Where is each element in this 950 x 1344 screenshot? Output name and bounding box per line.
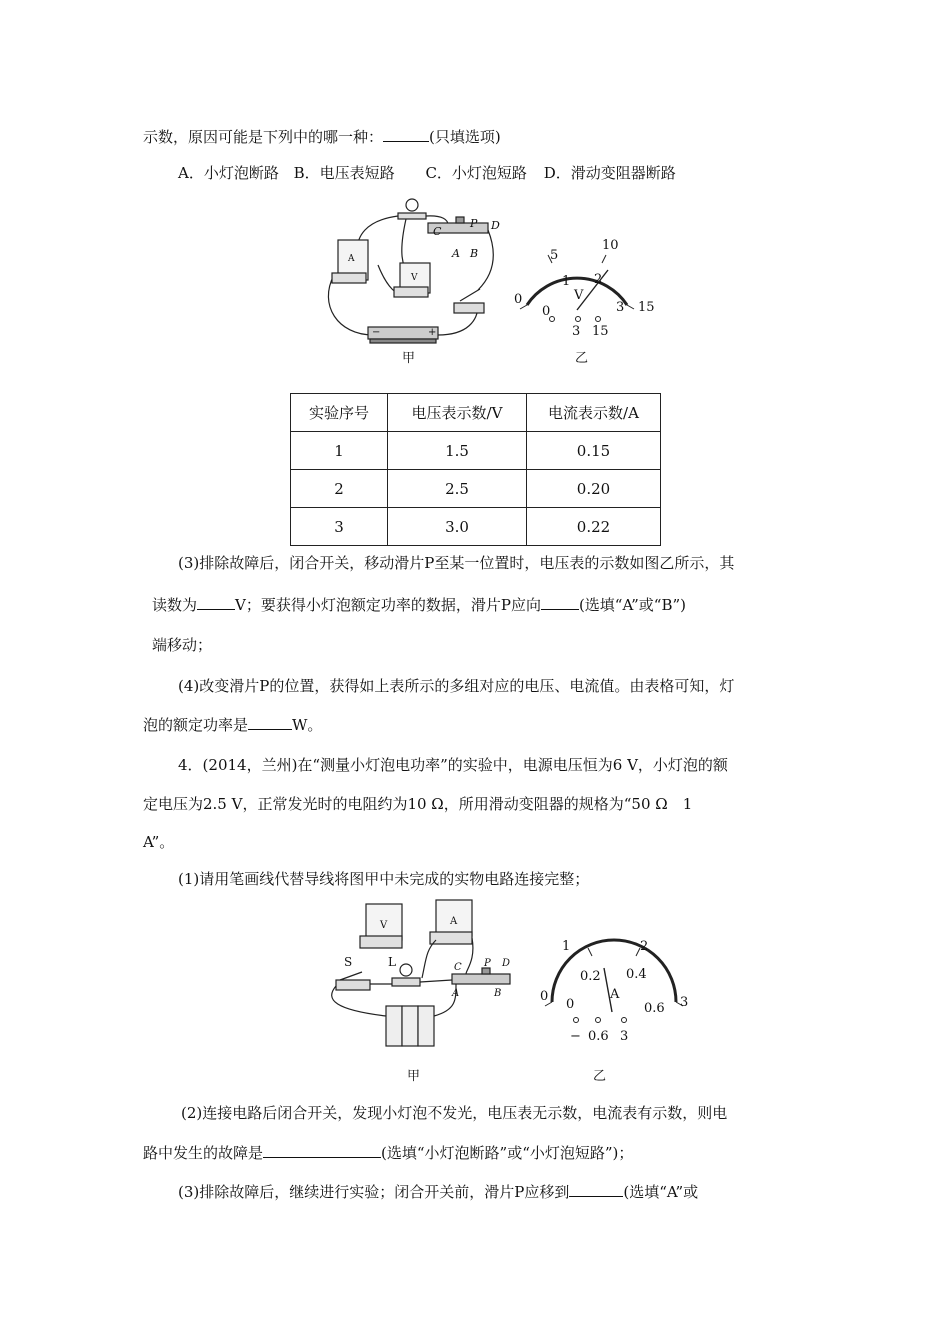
a-inner-02: 0.2: [580, 969, 601, 984]
part4-line2: 泡的额定功率是 W。: [143, 716, 323, 734]
v-outer-0: 0: [514, 292, 523, 307]
power-blank[interactable]: [248, 715, 292, 730]
f2-label-p: P: [484, 958, 491, 969]
v-inner-2: 2: [594, 272, 603, 287]
q4-part1: (1)请用笔画线代替导线将图甲中未完成的实物电路连接完整；: [178, 870, 590, 888]
a-inner-0: 0: [566, 997, 575, 1012]
options-row: [178, 163, 676, 183]
part3-line3: 端移动；: [152, 636, 213, 654]
q4-line2: 定电压为2.5 V，正常发光时的电阻约为10 Ω，所用滑动变阻器的规格为“50 Ω 1: [143, 795, 693, 813]
slider-position-blank[interactable]: [569, 1182, 623, 1197]
label-d: D: [491, 219, 500, 232]
f2-label-c: C: [454, 962, 462, 973]
label-p: P: [470, 217, 478, 230]
part3-line1: (3)排除故障后，闭合开关，移动滑片P至某一位置时，电压表的示数如图乙所示，其: [178, 554, 735, 572]
a-outer-2: 2: [640, 939, 649, 954]
header-trial: 实验序号: [291, 394, 388, 432]
f2-label-b: B: [494, 988, 502, 999]
a-unit: A: [610, 987, 620, 1002]
header-voltage: 电压表示数/V: [388, 394, 527, 432]
f2-ammeter-label: A: [450, 916, 458, 927]
switch-label: S: [344, 955, 353, 969]
reading-blank[interactable]: [197, 595, 235, 610]
a-outer-1: 1: [562, 939, 571, 954]
lamp-label: L: [388, 955, 396, 969]
v-outer-5: 5: [550, 248, 559, 263]
v-inner-0: 0: [542, 304, 551, 319]
ammeter-dial: [540, 940, 690, 1050]
f2-voltmeter-label: V: [380, 920, 388, 931]
label-a: A: [452, 247, 460, 260]
table-row: 3 3.0 0.22: [291, 508, 661, 546]
a-terminal-minus: −: [570, 1029, 581, 1044]
figure1-caption-right: 乙: [575, 351, 589, 366]
table-header-row: [291, 394, 661, 432]
figure1-caption-left: 甲: [402, 351, 416, 366]
v-inner-3: 3: [616, 300, 625, 315]
figure2-caption-left: 甲: [407, 1069, 421, 1084]
a-outer-3: 3: [680, 995, 689, 1010]
question-continuation: 示数，原因可能是下列中的哪一种： (只填选项): [143, 128, 501, 146]
label-c: C: [433, 225, 442, 238]
voltmeter-label: V: [411, 273, 418, 283]
direction-blank[interactable]: [541, 595, 579, 610]
header-current: 电流表示数/A: [527, 394, 661, 432]
q4-line3: A”。: [143, 833, 175, 851]
battery-plus: +: [428, 327, 437, 338]
q4-part3-line1: (3)排除故障后，继续进行实验；闭合开关前，滑片P应移到 (选填“A”或: [178, 1183, 699, 1201]
v-terminal-15: 15: [592, 324, 609, 339]
a-terminal-06: 0.6: [588, 1029, 609, 1044]
a-inner-04: 0.4: [626, 967, 647, 982]
voltmeter-dial: [512, 215, 662, 339]
q4-line1: 4．(2014，兰州)在“测量小灯泡电功率”的实验中，电源电压恒为6 V，小灯泡的额: [178, 756, 728, 774]
v-unit: V: [574, 288, 584, 303]
v-outer-15: 15: [638, 300, 655, 315]
figure2-caption-right: 乙: [593, 1069, 607, 1084]
option-c: C．小灯泡短路: [425, 164, 527, 182]
a-outer-0: 0: [540, 989, 549, 1004]
figure2-circuit-diagram: [326, 900, 526, 1050]
label-b: B: [470, 247, 479, 260]
f2-label-a: A: [452, 988, 460, 999]
part4-line1: (4)改变滑片P的位置，获得如上表所示的多组对应的电压、电流值。由表格可知，灯: [178, 677, 735, 695]
option-d: D．滑动变阻器断路: [543, 164, 676, 182]
q4-part2-line1: (2)连接电路后闭合开关，发现小灯泡不发光，电压表无示数，电流表有示数，则电: [181, 1104, 728, 1122]
table-row: 2 2.5 0.20: [291, 470, 661, 508]
ammeter-label: A: [348, 254, 355, 264]
figure1-circuit-diagram: [328, 195, 508, 355]
option-a: A．小灯泡断路: [178, 164, 279, 182]
answer-blank[interactable]: [383, 127, 429, 142]
table-row: 1 1.5 0.15: [291, 432, 661, 470]
part3-line2: 读数为 V；要获得小灯泡额定功率的数据，滑片P应向 (选填“A”或“B”): [152, 596, 686, 614]
v-inner-1: 1: [562, 274, 571, 289]
v-terminal-3: 3: [572, 324, 581, 339]
option-b: B．电压表短路: [293, 164, 395, 182]
a-terminal-3: 3: [620, 1029, 629, 1044]
v-outer-10: 10: [602, 238, 619, 253]
q4-part2-line2: 路中发生的故障是 (选填“小灯泡断路”或“小灯泡短路”)；: [143, 1144, 634, 1162]
fault-blank[interactable]: [263, 1143, 381, 1158]
a-inner-06: 0.6: [644, 1001, 665, 1016]
f2-label-d: D: [502, 958, 511, 969]
data-table: [290, 393, 661, 546]
battery-minus: −: [372, 327, 381, 338]
